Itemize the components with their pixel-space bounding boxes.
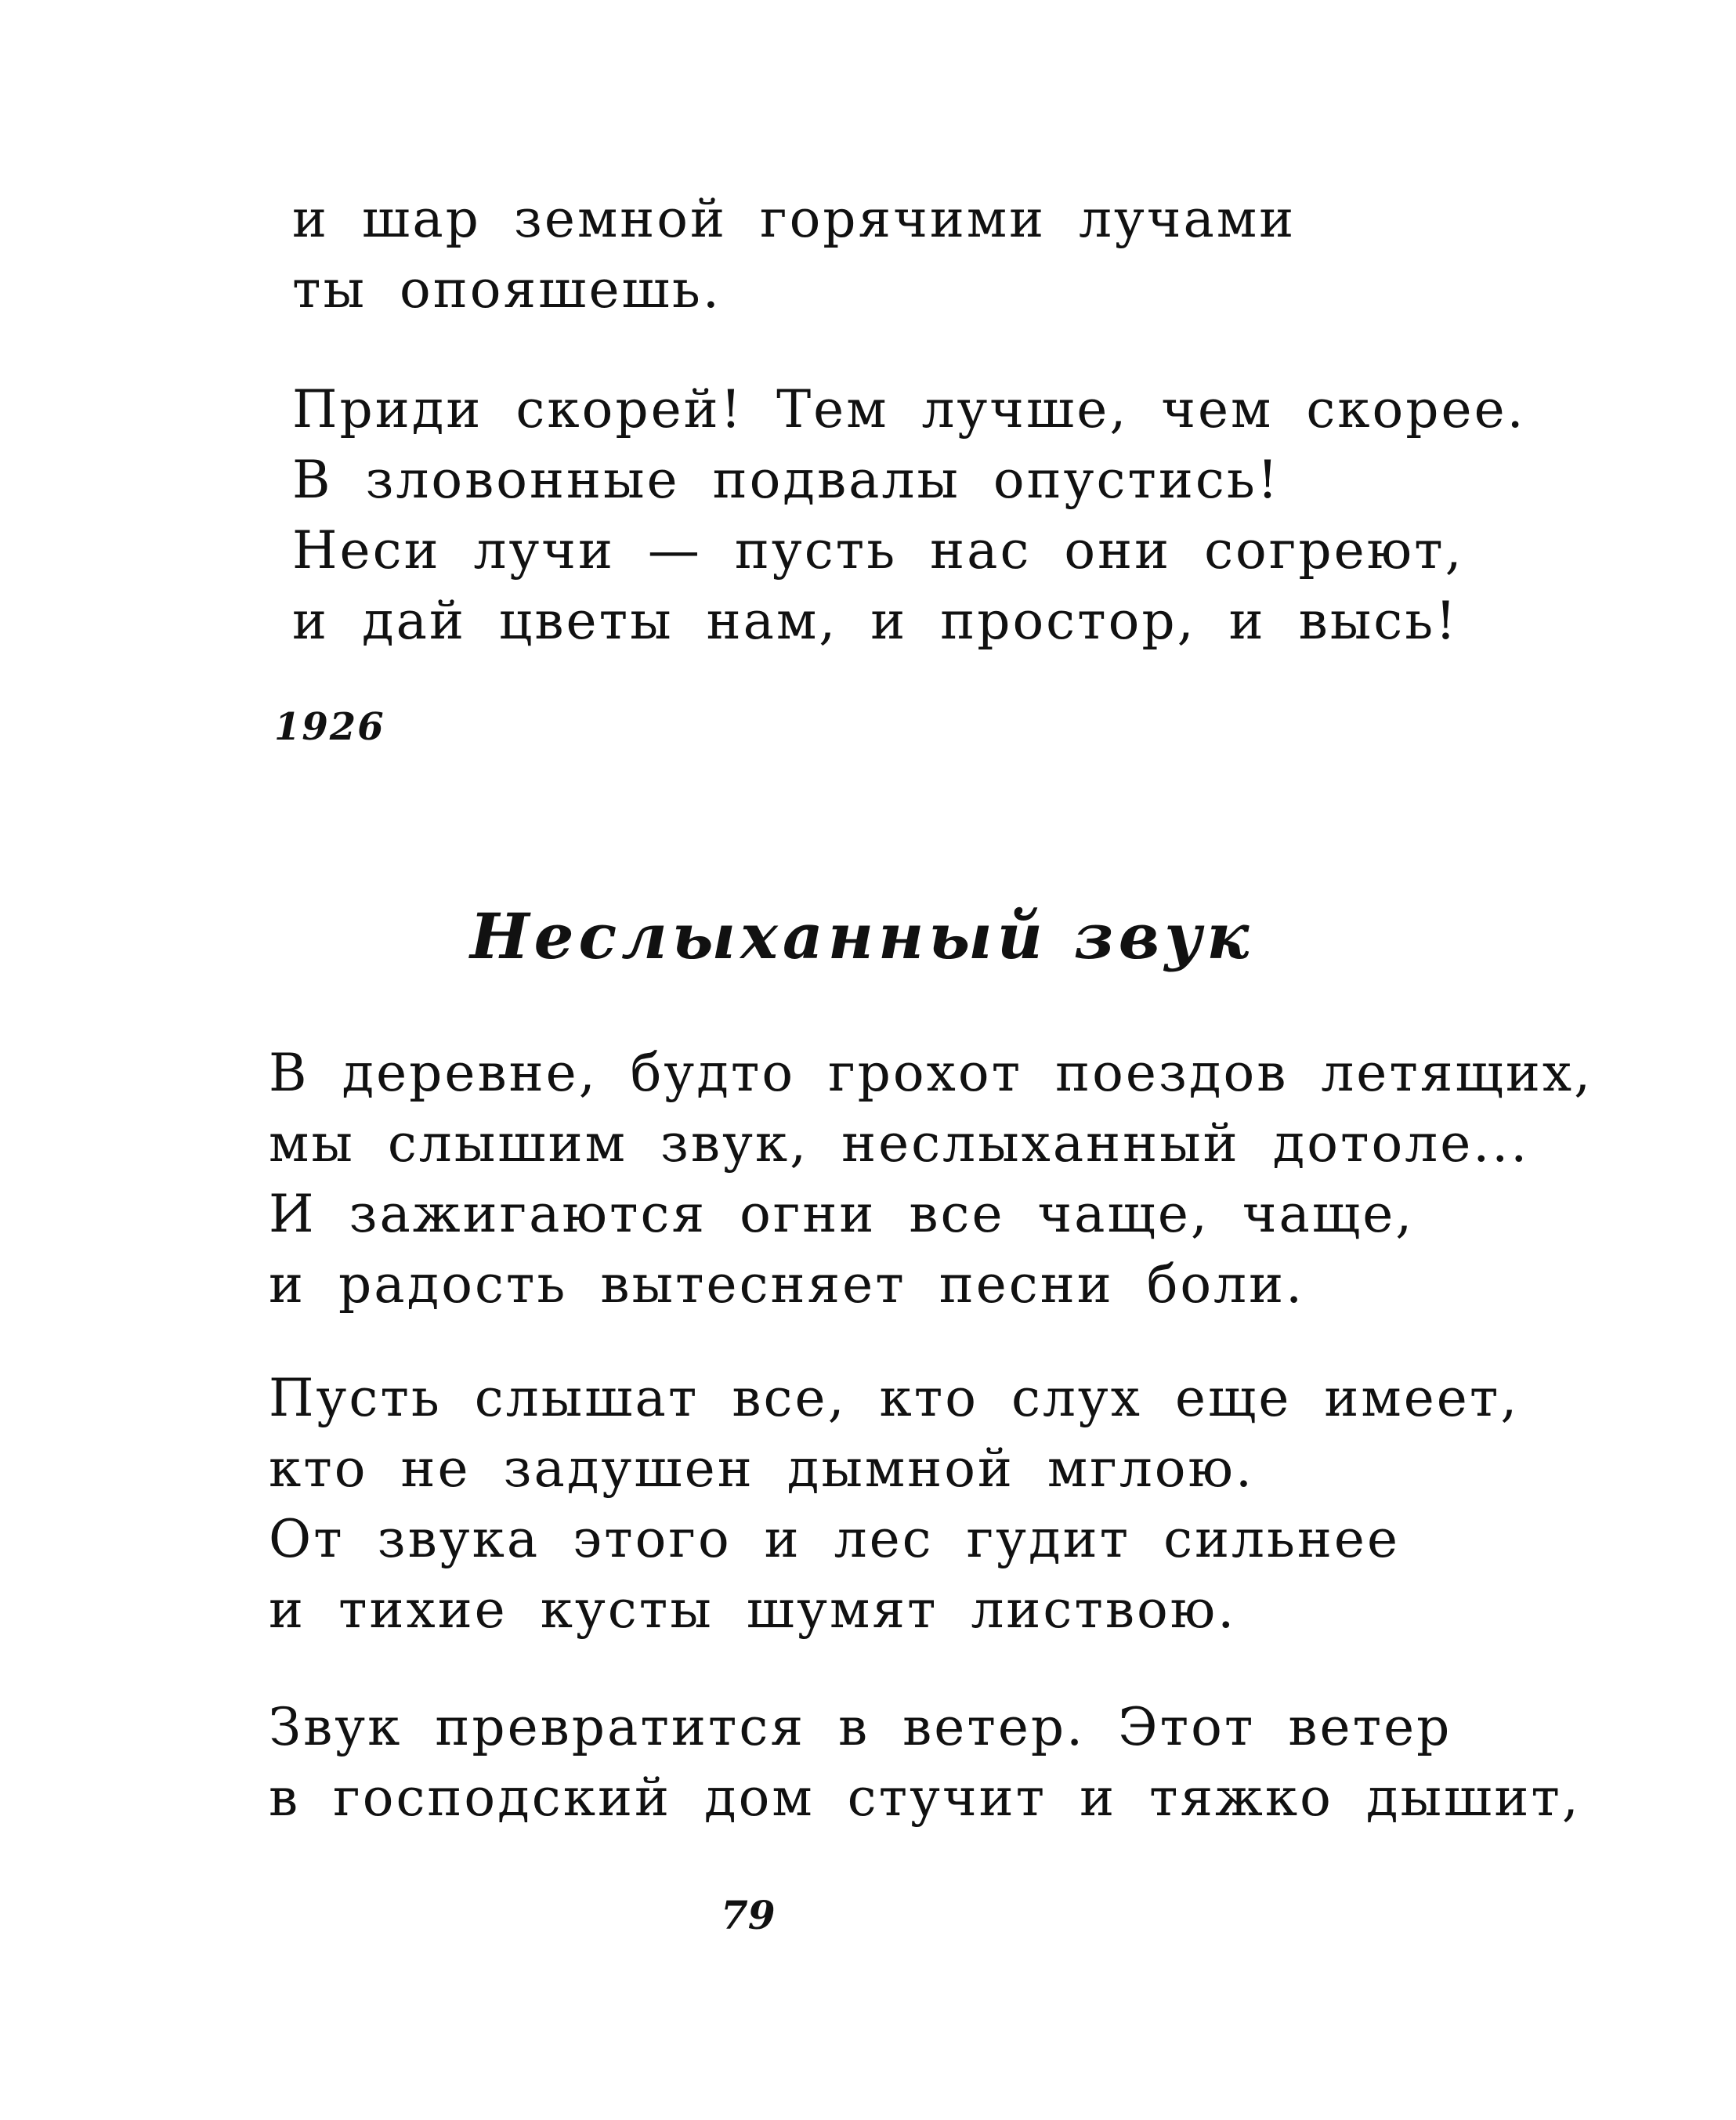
verse-line: и шар земной горячими лучами — [292, 189, 1297, 249]
verse-line: мы слышим звук, неслыханный дотоле... — [269, 1113, 1530, 1174]
verse-line: и дай цветы нам, и простор, и высь! — [292, 591, 1459, 651]
verse-line: кто не задушен дымной мглою. — [269, 1438, 1254, 1499]
verse-line: В зловонные подвалы опустись! — [292, 450, 1281, 510]
verse-line: Неси лучи — пусть нас они согреют, — [292, 520, 1464, 581]
verse-line: В деревне, будто грохот поездов летящих, — [269, 1043, 1593, 1103]
verse-line: и тихие кусты шумят листвою. — [269, 1579, 1237, 1640]
stanza — [292, 374, 1526, 657]
stanza — [269, 1363, 1520, 1645]
poem-title: Неслыханный звук — [470, 899, 1254, 973]
stanza — [269, 1692, 1581, 1833]
stanza — [269, 1038, 1593, 1320]
verse-line: От звука этого и лес гудит сильнее — [269, 1509, 1401, 1569]
verse-line: и радость вытесняет песни боли. — [269, 1254, 1305, 1315]
poem-date: 1926 — [274, 705, 385, 749]
verse-line: Приди скорей! Тем лучше, чем скорее. — [292, 379, 1526, 440]
page-number: 79 — [721, 1892, 776, 1938]
verse-line: в господский дом стучит и тяжко дышит, — [269, 1767, 1581, 1828]
verse-line: И зажигаются огни все чаще, чаще, — [269, 1184, 1415, 1244]
verse-line: Пусть слышат все, кто слух еще имеет, — [269, 1368, 1520, 1428]
verse-line: ты опояшешь. — [292, 259, 722, 320]
stanza — [292, 184, 1297, 325]
verse-line: Звук превратится в ветер. Этот ветер — [269, 1697, 1452, 1757]
